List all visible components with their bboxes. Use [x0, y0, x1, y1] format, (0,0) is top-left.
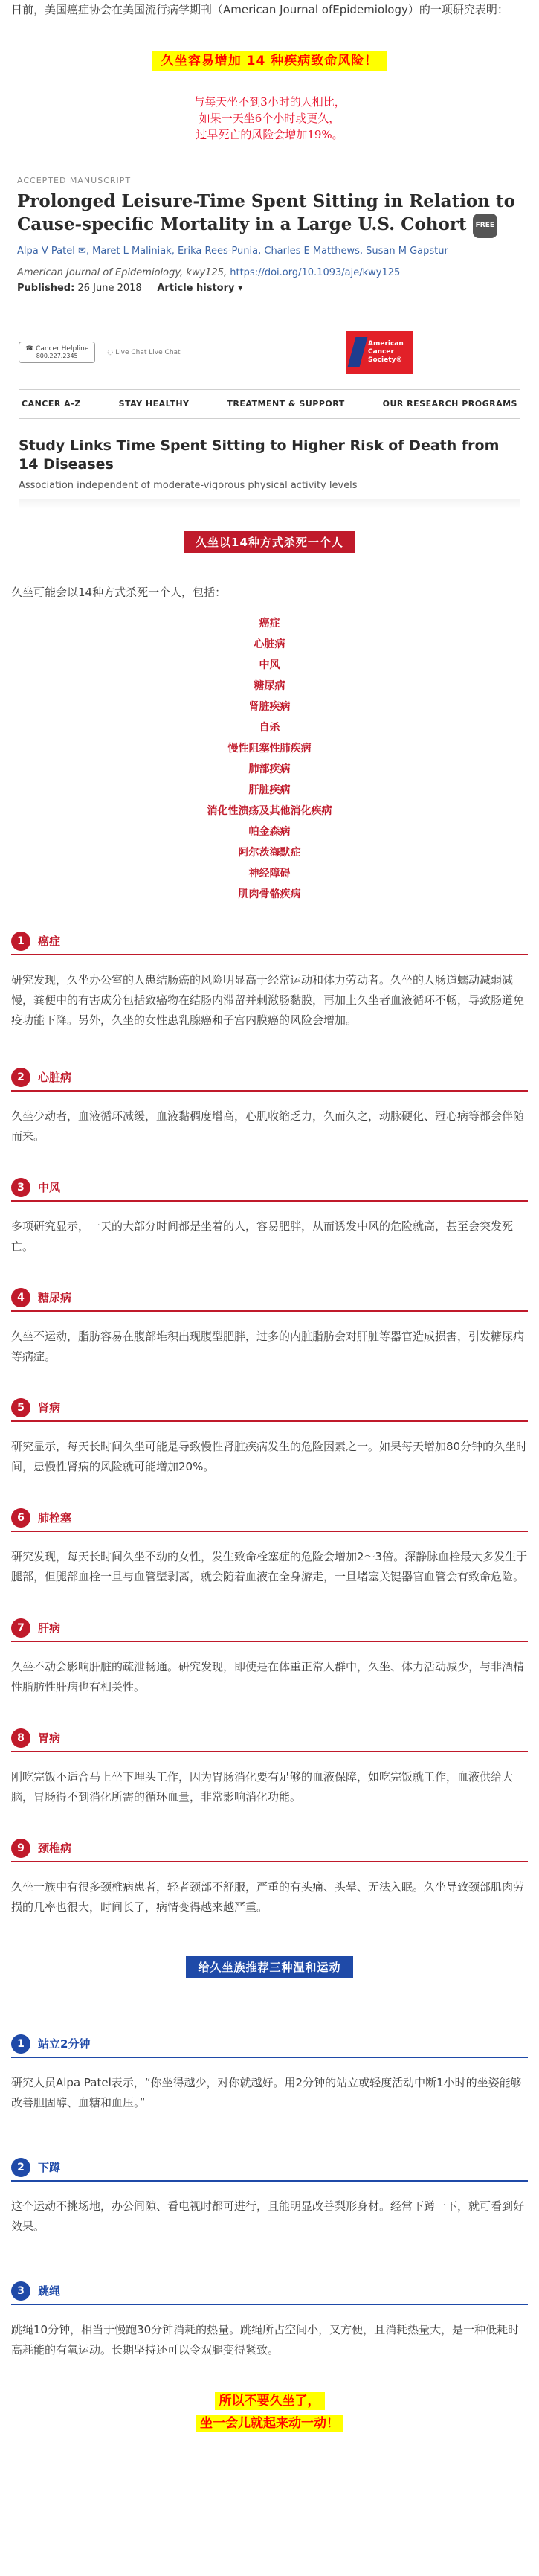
- list-item: 慢性阻塞性肺疾病: [227, 742, 312, 754]
- exercise-number: 1: [11, 2034, 30, 2054]
- divider: [19, 499, 520, 509]
- paper-authors[interactable]: Alpa V Patel ✉, Maret L Maliniak, Erika Rees-Punia, Charles E Matthews, Susan M Gapstur: [17, 245, 448, 257]
- section-number: 8: [11, 1728, 30, 1748]
- section-kidney: [11, 1398, 528, 1477]
- section-header: [11, 1398, 528, 1422]
- section-embolism: [11, 1508, 528, 1587]
- section-text: 久坐一族中有很多颈椎病患者，轻者颈部不舒服，严重的有头痛、头晕、无法入眠。久坐导致颈部肌肉劳损的几率也很大，时间长了，病情变得越来越严重。: [11, 1880, 525, 1914]
- list-item: 神经障碍: [248, 867, 291, 880]
- sword-icon: [348, 337, 368, 367]
- section-text: 多项研究显示，一天的大部分时间都是坐着的人，容易肥胖，从而诱发中风的危险就高，甚至会突发死亡。: [11, 1219, 514, 1253]
- helpline-label: Cancer Helpline: [36, 345, 89, 353]
- exercise-jump-rope: [11, 2281, 528, 2360]
- section-number: 9: [11, 1839, 30, 1858]
- exercise-standing: [11, 2034, 528, 2113]
- doi-link[interactable]: https://doi.org/10.1093/aje/kwy125: [230, 266, 401, 278]
- acs-nav: [19, 389, 520, 419]
- closing-line: 所以不要久坐了，: [215, 2392, 325, 2410]
- exercise-squat: [11, 2158, 528, 2237]
- section-heart-disease: [11, 1068, 528, 1147]
- section-text: 研究显示，每天长时间久坐可能是导致慢性肾脏疾病发生的危险因素之一。如果每天增加80分钟的久坐时间，患慢性肾病的风险就可能增加20%。: [11, 1439, 528, 1473]
- exercise-title: 下蹲: [38, 2161, 61, 2174]
- exercise-header: [11, 2281, 528, 2305]
- section-text: 久坐不动会影响肝脏的疏泄畅通。研究发现，即使是在体重正常人群中，久坐、体力活动减少，与非酒精性脂肪性肝病也有相关性。: [11, 1659, 525, 1694]
- section-title: 中风: [38, 1181, 61, 1194]
- acs-header: [19, 327, 520, 379]
- section-liver: [11, 1618, 528, 1697]
- section-text: 研究发现，久坐办公室的人患结肠癌的风险明显高于经常运动和体力劳动者。久坐的人肠道蠕动减弱减慢，粪便中的有害成分包括致癌物在结肠内滞留并刺激肠黏膜，再加上久坐者血液循环不畅，导致肠道免疫功能下降。另外，久坐的女性患乳腺癌和子宫内膜癌的风险会增加。: [11, 973, 525, 1027]
- logo-line: Cancer: [368, 347, 394, 356]
- section-title: 肺栓塞: [38, 1511, 72, 1525]
- closing-message: [11, 2390, 528, 2435]
- live-chat[interactable]: [107, 349, 180, 356]
- section-title: 颈椎病: [38, 1842, 72, 1855]
- section-title: 癌症: [38, 935, 61, 948]
- exercise-text: 跳绳10分钟，相当于慢跑30分钟消耗的热量。跳绳所占空间小，又方便，且消耗热量大，是一种低耗时高耗能的有氧运动。长期坚持还可以令双腿变得紧致。: [11, 2322, 520, 2356]
- section-header: [11, 1839, 528, 1862]
- exercise-text: 研究人员Alpa Patel表示，“你坐得越少，对你就越好。用2分钟的站立或轻度活动中断1小时的坐姿能够改善胆固醇、血糖和血压。”: [11, 2075, 522, 2109]
- published-label: Published:: [17, 282, 75, 294]
- closing-line: 坐一会儿就起来动一动！: [196, 2415, 343, 2432]
- section-cancer: [11, 932, 528, 1031]
- journal-line: [17, 267, 522, 278]
- paper-title: [17, 190, 522, 238]
- section-header: [11, 1288, 528, 1312]
- list-item: 糖尿病: [254, 679, 285, 692]
- nav-treatment-support[interactable]: TREATMENT & SUPPORT: [227, 399, 345, 408]
- list-item: 消化性溃疡及其他消化疾病: [207, 804, 332, 817]
- published-date: 26 June 2018: [77, 282, 142, 294]
- headline: [11, 50, 528, 68]
- red-note-line: 过早死亡的风险会增加19%。: [196, 128, 343, 141]
- exercise-header: [11, 2034, 528, 2058]
- section-number: 3: [11, 1178, 30, 1197]
- exercise-number: 3: [11, 2281, 30, 2301]
- published-line: [17, 283, 522, 294]
- nav-cancer-az[interactable]: CANCER A-Z: [22, 399, 81, 408]
- nav-stay-healthy[interactable]: STAY HEALTHY: [118, 399, 190, 408]
- section-stomach: [11, 1728, 528, 1807]
- section-title: 肾病: [38, 1401, 61, 1414]
- accepted-label: ACCEPTED MANUSCRIPT: [17, 176, 132, 185]
- helpline-number: 800.227.2345: [36, 353, 78, 359]
- section-number: 6: [11, 1508, 30, 1528]
- exercise-title: 跳绳: [38, 2284, 61, 2298]
- acs-logo[interactable]: [346, 331, 413, 374]
- list-item: 帕金森病: [248, 825, 291, 838]
- list-intro: 久坐可能会以14种方式杀死一个人，包括：: [11, 585, 227, 599]
- section-number: 4: [11, 1288, 30, 1307]
- red-note-line: 与每天坐不到3小时的人相比，: [193, 95, 346, 109]
- paper-title-text: Prolonged Leisure-Time Spent Sitting in Relation to Cause-specific Mortality in a Large U.S. Cohort: [17, 191, 515, 234]
- list-item: 肺部疾病: [248, 763, 291, 775]
- free-badge: FREE: [473, 214, 497, 238]
- section-stroke: [11, 1178, 528, 1257]
- section-title: 胃病: [38, 1731, 61, 1745]
- story-subtitle: Association independent of moderate-vigorous physical activity levels: [19, 479, 358, 491]
- headline-text: 久坐容易增加 14 种疾病致命风险！: [152, 51, 387, 71]
- section-header: [11, 1068, 528, 1092]
- section-number: 2: [11, 1068, 30, 1087]
- section-title: 糖尿病: [38, 1291, 72, 1304]
- logo-line: Society®: [368, 356, 403, 364]
- banner-text: 久坐以14种方式杀死一个人: [184, 531, 355, 553]
- red-note-line: 如果一天坐6个小时或更久，: [199, 112, 340, 125]
- chat-icon: ◌: [107, 348, 114, 356]
- section-header: [11, 932, 528, 955]
- cancer-helpline[interactable]: [19, 342, 95, 363]
- list-item: 中风: [259, 659, 280, 671]
- section-number: 7: [11, 1618, 30, 1638]
- section-text: 刚吃完饭不适合马上坐下埋头工作，因为胃肠消化要有足够的血液保障，如吃完饭就工作，血液供给大脑，胃肠得不到消化所需的循环血量，非常影响消化功能。: [11, 1769, 514, 1804]
- article-history-link[interactable]: Article history ▾: [157, 282, 243, 294]
- journal-id: , kwy125,: [180, 266, 230, 278]
- logo-line: American: [368, 339, 404, 347]
- list-item: 癌症: [259, 617, 280, 629]
- live-chat-label-2: Live Chat: [149, 348, 181, 356]
- acs-website-image: [11, 327, 528, 509]
- intro-text: 日前，美国癌症协会在美国流行病学期刊（American Journal ofEpidemiology）的一项研究表明：: [11, 3, 509, 16]
- section-text: 久坐不运动，脂肪容易在腹部堆积出现腹型肥胖，过多的内脏脂肪会对肝脏等器官造成损害，引发糖尿病等病症。: [11, 1329, 525, 1363]
- section-title: 心脏病: [38, 1071, 72, 1084]
- list-item: 心脏病: [254, 638, 285, 650]
- banner-14-ways: [11, 531, 528, 553]
- paper-header-image: [11, 176, 528, 294]
- banner-text: 给久坐族推荐三种温和运动: [186, 1956, 352, 1978]
- list-item: 阿尔茨海默症: [238, 846, 301, 859]
- list-item: 自杀: [259, 721, 280, 734]
- story-title: Study Links Time Spent Sitting to Higher Risk of Death from 14 Diseases: [19, 437, 500, 472]
- section-header: [11, 1728, 528, 1752]
- banner-exercise: [11, 1956, 528, 1978]
- disease-list: [11, 613, 528, 905]
- section-header: [11, 1618, 528, 1642]
- list-item: 肌肉骨骼疾病: [238, 888, 301, 900]
- section-title: 肝病: [38, 1621, 61, 1635]
- list-item: 肝脏疾病: [248, 784, 291, 796]
- exercise-title: 站立2分钟: [38, 2037, 91, 2051]
- journal-name: American Journal of Epidemiology: [17, 266, 181, 278]
- list-item: 肾脏疾病: [248, 700, 291, 713]
- phone-icon: ☎: [25, 345, 34, 353]
- section-diabetes: [11, 1288, 528, 1367]
- section-text: 久坐少动者，血液循环减缓，血液黏稠度增高，心肌收缩乏力，久而久之，动脉硬化、冠心病等都会伴随而来。: [11, 1109, 525, 1143]
- exercise-text: 这个运动不挑场地，办公间隙、看电视时都可进行，且能明显改善梨形身材。经常下蹲一下，就可看到好效果。: [11, 2199, 525, 2233]
- section-header: [11, 1508, 528, 1532]
- exercise-header: [11, 2158, 528, 2182]
- section-number: 1: [11, 932, 30, 951]
- section-cervical: [11, 1839, 528, 1917]
- section-number: 5: [11, 1398, 30, 1417]
- nav-research-programs[interactable]: OUR RESEARCH PROGRAMS: [382, 399, 517, 408]
- live-chat-label: Live Chat: [115, 348, 147, 356]
- red-note: [11, 94, 528, 143]
- section-text: 研究发现，每天长时间久坐不动的女性，发生致命栓塞症的危险会增加2～3倍。深静脉血栓最大多发生于腿部，但腿部血栓一旦与血管壁剥离，就会随着血液在全身游走，一旦堵塞关键器官血管会有致命危险。: [11, 1549, 528, 1583]
- section-header: [11, 1178, 528, 1202]
- exercise-number: 2: [11, 2158, 30, 2177]
